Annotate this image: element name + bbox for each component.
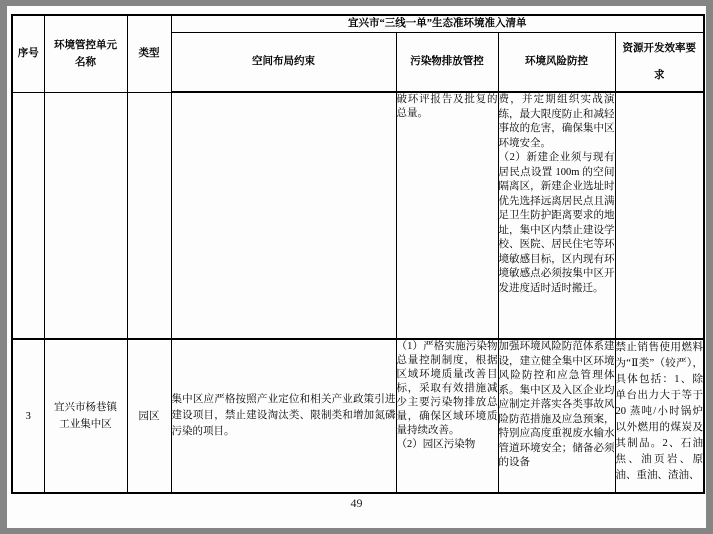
cell-resource [615,92,704,339]
cell-risk [498,92,615,339]
paragraph: （1）严格实施污染物总量控制制度，根据区域环境质量改善目标，采取有效措施减少主要污染物排放总量，确保区域环境质量持续改善。 [396,341,498,436]
header-row-title [12,15,704,32]
cell-type: 园区 [127,339,171,493]
header-pollutant: 污染物排放管控 [396,32,498,92]
cell-risk [498,339,615,493]
header-seq [12,15,44,92]
cell-type [127,92,171,339]
paragraph: （2）园区污染物 [396,439,476,450]
header-resource-label: 资源开发效率要求 [622,42,696,81]
header-resource [615,32,704,92]
cell-seq: 3 [12,339,44,493]
cell-resource: 禁止销售使用燃料为“Ⅱ类”（较严），具体包括：1、除单台出力大于等于 20 蒸吨/小时锅炉以外燃用的煤炭及其制品。2、石油焦、油页岩、原油、重油、渣油、 [615,339,704,493]
cell-pollutant [396,92,498,339]
unit-name-text: 宜兴市杨巷镇工业集中区 [54,402,117,430]
cell-seq [12,92,44,339]
header-unit-name-label: 环境管控单元名称 [54,39,117,68]
header-unit-name [44,15,127,92]
header-type [127,15,171,92]
paragraph: 破环评报告及批复的总量。 [396,94,498,119]
header-type-label: 类型 [138,48,160,60]
header-span-title: 宜兴市“三线一单”生态准环境准入清单 [171,15,704,32]
paragraph: 加强环境风险防范体系建设，建立健全集中区环境风险防控和应急管理体系。集中区及入区企业均应制定并落实各类事故风险防范措施及应急预案，特别应高度重视废水输水管道环境安全；储备必须的设备 [498,341,615,468]
cell-spatial: 集中区应严格按照产业定位和相关产业政策引进建设项目，禁止建设淘汰类、限制类和增加氮磷污染的项目。 [171,339,396,493]
paragraph: 费，并定期组织实战演练，最大限度防止和减轻事故的危害，确保集中区环境安全。 [498,94,615,149]
table-row-continuation [12,92,704,339]
cell-spatial [171,92,396,339]
page-number: 49 [350,496,363,510]
header-risk: 环境风险防控 [498,32,615,92]
table-row-3 [12,339,704,493]
header-seq-label: 序号 [17,48,39,60]
access-list-table [11,14,705,494]
cell-unit-name [44,339,127,493]
paragraph: （2）新建企业须与现有居民点设置 100m 的空间隔离区，新建企业选址时优先选择远离居民点且满足卫生防护距离要求的地址，集中区内禁止建设学校、医院、居民住宅等环境敏感目标，区内现有环境敏感点必须按集中区开发进度适时适时搬迁。 [498,152,615,294]
document-page [7,6,706,528]
cell-pollutant [396,339,498,493]
header-spatial: 空间布局约束 [171,32,396,92]
cell-unit-name [44,92,127,339]
